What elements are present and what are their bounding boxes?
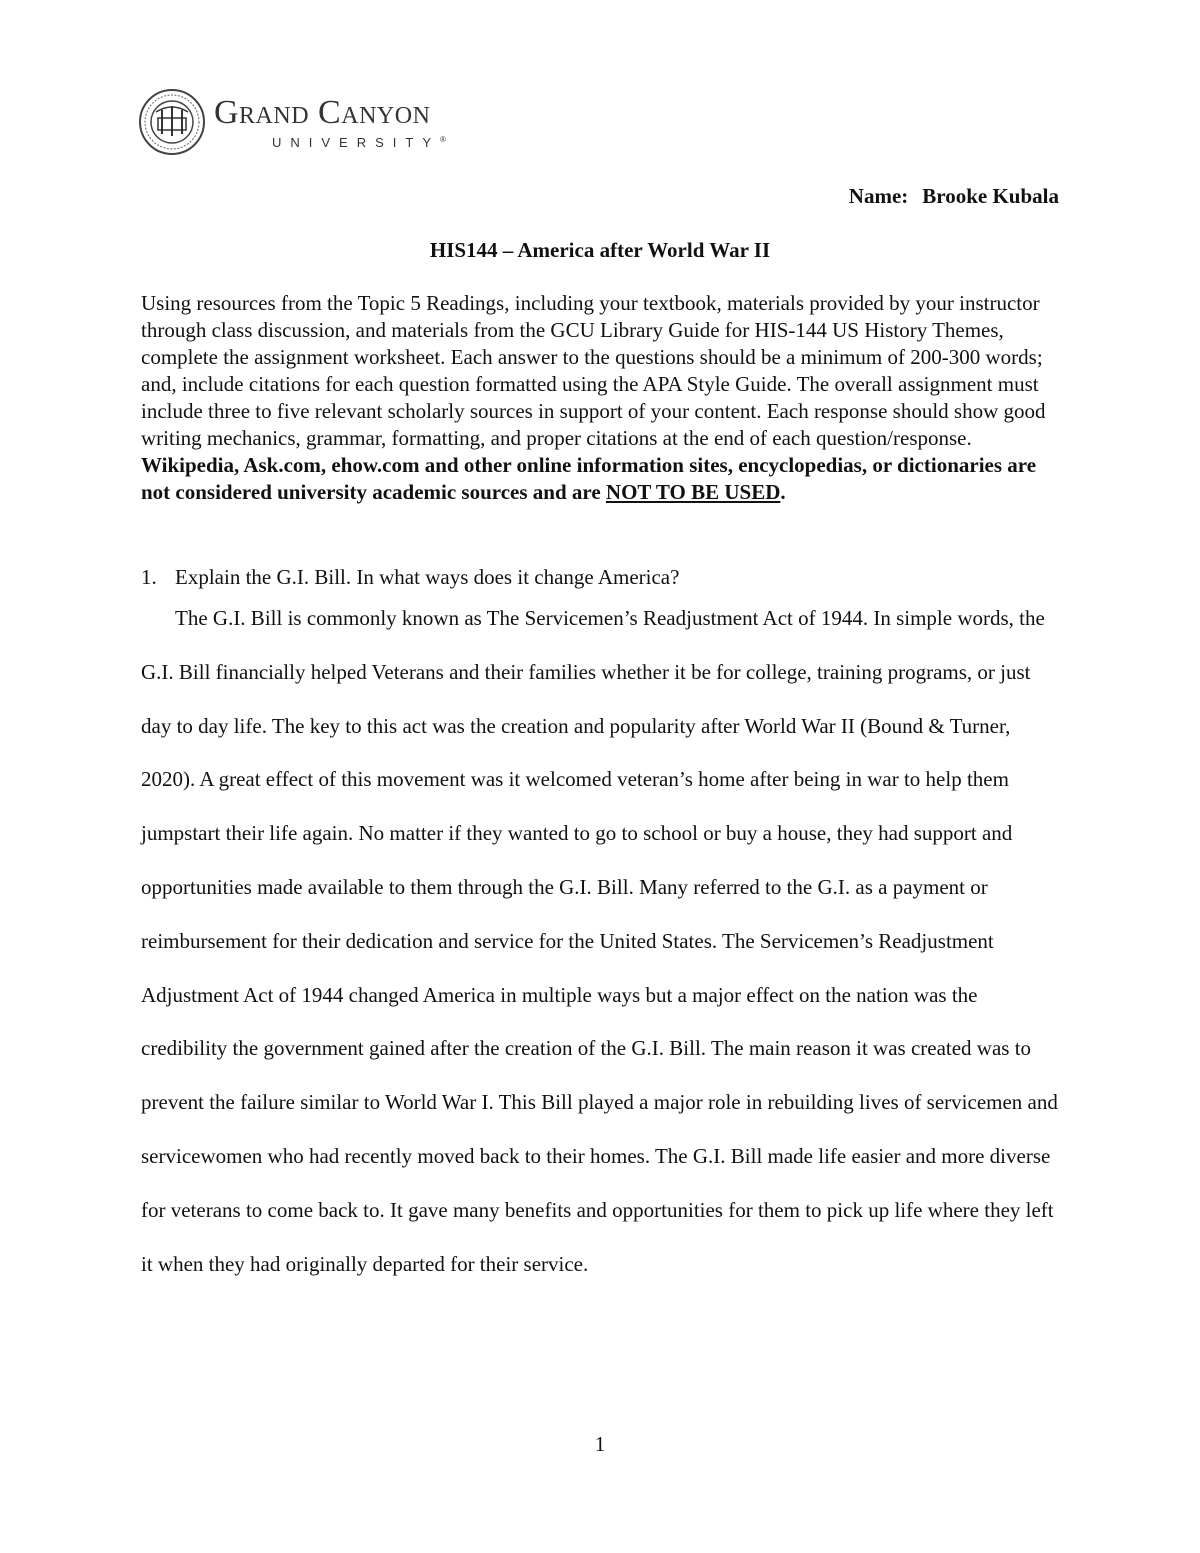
- logo-wordmark: Grand Canyon: [214, 93, 431, 131]
- document-title: HIS144 – America after World War II: [429, 238, 771, 262]
- page-number: 1: [594, 1432, 606, 1456]
- trademark-symbol: ®: [440, 134, 446, 144]
- student-name: Brooke Kubala: [922, 184, 1059, 208]
- answer-text: The G.I. Bill is commonly known as The Servicemen’s Readjustment Act of 1944. In simple words, the G.I. Bill financially helped Veterans and their families whether it be for college, training programs, or just day to day life. The key to this act was the creation and popularity after World War II (Bound & Turner, 2020). A great effect of this movement was it welcomed veteran’s home after being in war to help them jumpstart their life again. No matter if they wanted to go to school or buy a house, they had support and opportunities made available to them through the G.I. Bill. Many referred to the G.I. as a payment or reimbursement for their dedication and service for the United States. The Servicemen’s Readjustment Adjustment Act of 1944 changed America in multiple ways but a major effect on the nation was the credibility the government gained after the creation of the G.I. Bill. The main reason it was created was to prevent the failure similar to World War I. This Bill played a major role in rebuilding lives of servicemen and servicewomen who had recently moved back to their homes. The G.I. Bill made life easier and more diverse for veterans to come back to. It gave many benefits and opportunities for them to pick up life where they left it when they had originally departed for their service.: [141, 606, 1058, 1276]
- logo-subtitle: UNIVERSITY: [272, 134, 441, 150]
- answer-1: [141, 592, 1059, 1291]
- not-to-be-used: NOT TO BE USED: [605, 480, 781, 504]
- question-text: Explain the G.I. Bill. In what ways does it change America?: [175, 565, 680, 589]
- warning-period: .: [780, 480, 786, 504]
- student-name-line: [849, 184, 1059, 209]
- question-1: [141, 564, 679, 591]
- university-logo: [138, 88, 446, 156]
- instructions-text: Using resources from the Topic 5 Readings, including your textbook, materials provided by your instructor through class discussion, and materials from the GCU Library Guide for HIS-144 US History Themes, complete the assignment worksheet. Each answer to the questions should be a minimum of 200-300 words; and, include citations for each question formatted using the APA Style Guide. The overall assignment must include three to five relevant scholarly sources in support of your content. Each response should show good writing mechanics, grammar, formatting, and proper citations at the end of each question/response.: [141, 291, 1046, 450]
- assignment-instructions: [141, 290, 1059, 506]
- question-number: 1.: [141, 565, 157, 589]
- gcu-seal-icon: [138, 88, 206, 156]
- sources-warning: Wikipedia, Ask.com, ehow.com and other online information sites, encyclopedias, or dictionaries are not considered university academic sources and are: [141, 453, 1037, 504]
- name-label: Name:: [848, 184, 909, 208]
